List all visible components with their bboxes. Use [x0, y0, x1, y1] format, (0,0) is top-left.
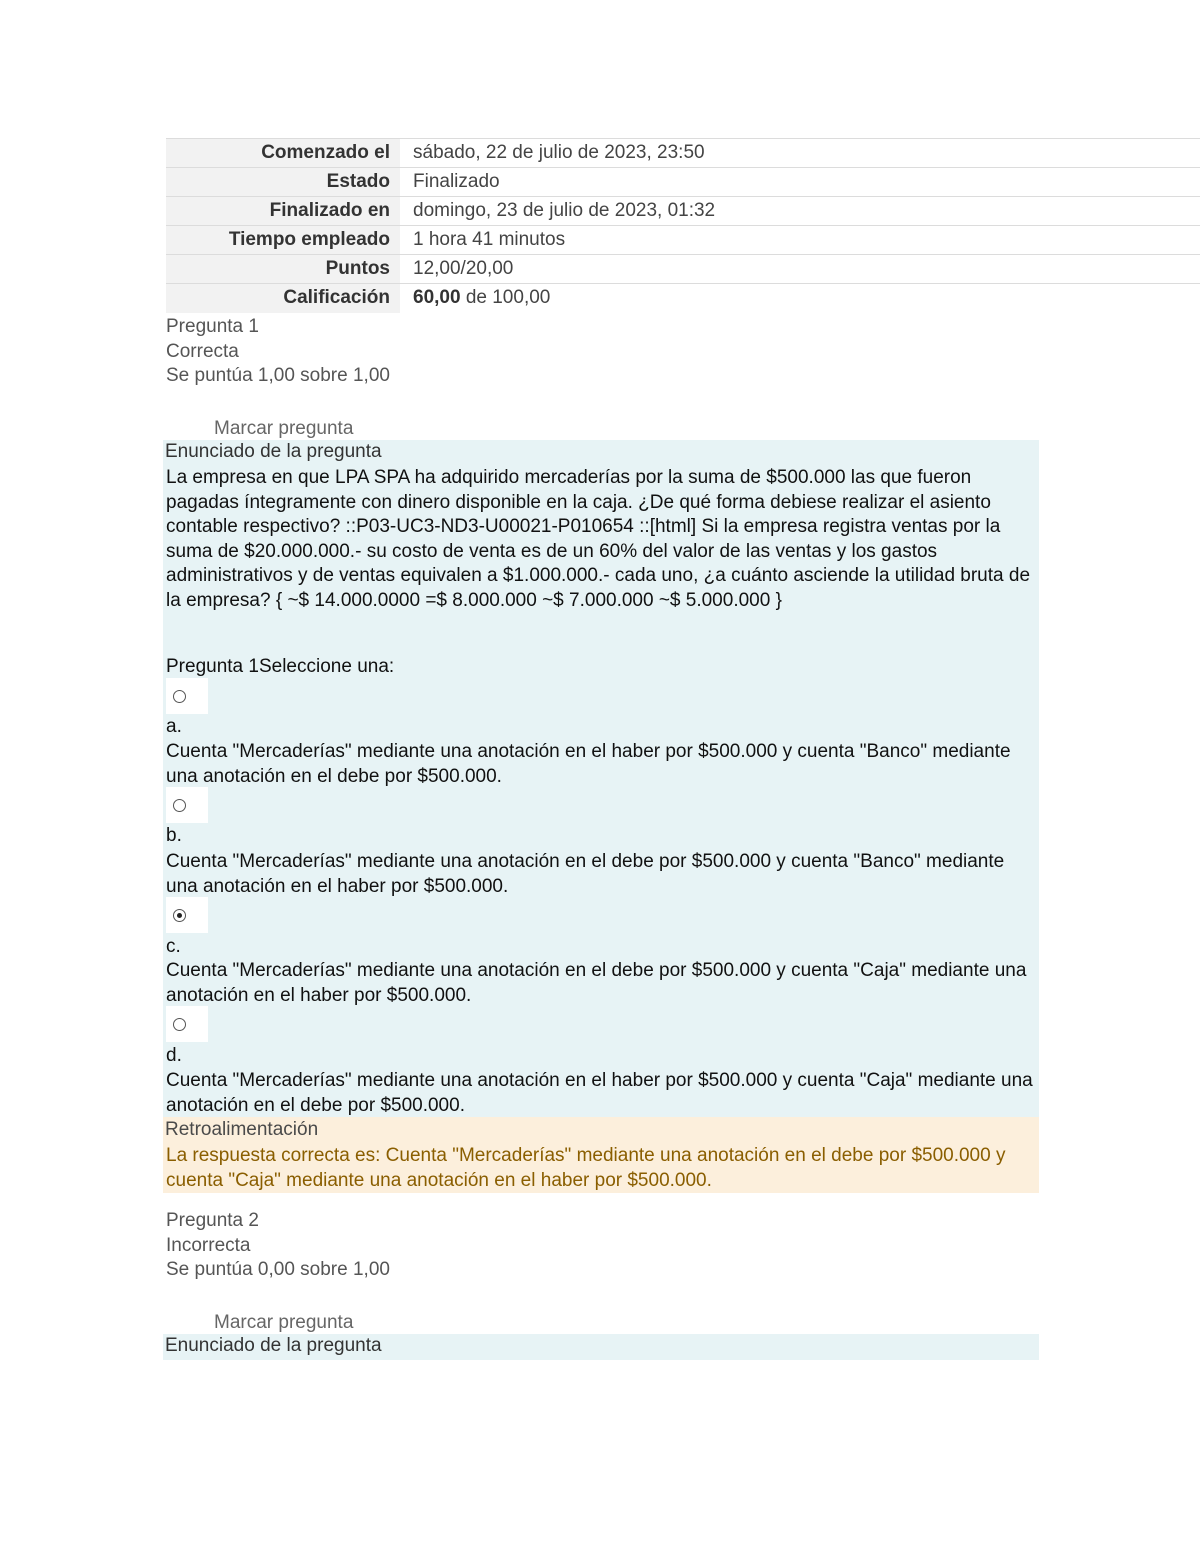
question-text: La empresa en que LPA SPA ha adquirido mercaderías por la suma de $500.000 las que fueron pagadas íntegramente con dinero disponible en la caja. ¿De qué forma debiese realizar el asiento contable respectivo? ::P03-UC3-ND3-U00021-P010654 ::[html] Si la empresa registra ventas por la suma de $20.000.000.- su costo de venta es de un 60% del valor de las ventas y los gastos administrativos y de ventas equivalen a $1.000.000.- cada uno, ¿a cuánto asciende la utilidad bruta de la empresa? { ~$ 14.000.0000 =$ 8.000.000 ~$ 7.000.000 ~$ 5.000.000 } [166, 467, 1031, 611]
answer-option-letter: a. [166, 716, 182, 737]
answer-option-b-radio[interactable] [173, 799, 186, 812]
answer-option-letter: b. [166, 825, 182, 846]
answer-option-d-radio-cell [166, 1006, 208, 1042]
feedback-box [163, 1117, 1039, 1193]
summary-label: Comenzado el [166, 139, 400, 168]
answer-option-c-radio[interactable] [173, 909, 186, 922]
answer-option-a-radio-cell [166, 678, 208, 714]
answer-option-a-radio[interactable] [173, 690, 186, 703]
summary-label: Finalizado en [166, 197, 400, 226]
summary-value: 1 hora 41 minutos [400, 226, 1200, 255]
summary-label: Calificación [166, 284, 400, 313]
answer-prompt: Pregunta 1Seleccione una: [166, 656, 395, 677]
summary-row [166, 197, 1200, 226]
summary-label: Puntos [166, 255, 400, 284]
answer-option-c-radio-cell [166, 897, 208, 933]
answer-option-d-radio[interactable] [173, 1018, 186, 1031]
question-info [166, 315, 390, 389]
flag-question-link[interactable]: Marcar pregunta [214, 1312, 354, 1333]
answer-option-letter: c. [166, 936, 181, 957]
question-number: Pregunta 1 [166, 316, 259, 337]
question-text-header: Enunciado de la pregunta [165, 1335, 382, 1356]
summary-value: 12,00/20,00 [400, 255, 1200, 284]
answer-option-text[interactable]: Cuenta "Mercaderías" mediante una anotación en el debe por $500.000 y cuenta "Banco" mediante una anotación en el haber por $500.000. [166, 851, 1005, 897]
question-grade: Se puntúa 0,00 sobre 1,00 [166, 1259, 390, 1280]
answer-option-letter: d. [166, 1045, 182, 1066]
question-text-header: Enunciado de la pregunta [165, 441, 382, 462]
attempt-summary-table [166, 138, 1200, 313]
summary-value: domingo, 23 de julio de 2023, 01:32 [400, 197, 1200, 226]
summary-row [166, 168, 1200, 197]
summary-label: Tiempo empleado [166, 226, 400, 255]
flag-question-link[interactable]: Marcar pregunta [214, 418, 354, 439]
grade-total: de 100,00 [460, 287, 551, 309]
answer-option-text[interactable]: Cuenta "Mercaderías" mediante una anotación en el haber por $500.000 y cuenta "Caja" mediante una anotación en el debe por $500.000. [166, 1070, 1033, 1116]
summary-row [166, 284, 1200, 313]
question-content [163, 440, 1039, 1117]
question-number: Pregunta 2 [166, 1210, 259, 1231]
question-content [163, 1334, 1039, 1360]
feedback-title: Retroalimentación [165, 1119, 319, 1140]
grade-score: 60,00 [413, 287, 461, 309]
answer-option-text[interactable]: Cuenta "Mercaderías" mediante una anotación en el haber por $500.000 y cuenta "Banco" mediante una anotación en el debe por $500.000. [166, 741, 1011, 787]
summary-row [166, 255, 1200, 284]
question-state: Correcta [166, 340, 239, 362]
feedback-text: La respuesta correcta es: Cuenta "Mercaderías" mediante una anotación en el debe por $500.000 y cuenta "Caja" mediante una anotación en el haber por $500.000. [166, 1145, 1006, 1191]
summary-value: Finalizado [400, 168, 1200, 197]
summary-label: Estado [166, 168, 400, 197]
summary-value [400, 284, 1200, 313]
summary-row [166, 139, 1200, 168]
question-grade: Se puntúa 1,00 sobre 1,00 [166, 365, 390, 386]
summary-value: sábado, 22 de julio de 2023, 23:50 [400, 139, 1200, 168]
question-state: Incorrecta [166, 1234, 251, 1256]
question-info [166, 1209, 390, 1283]
summary-row [166, 226, 1200, 255]
answer-option-b-radio-cell [166, 787, 208, 823]
answer-option-text[interactable]: Cuenta "Mercaderías" mediante una anotación en el debe por $500.000 y cuenta "Caja" mediante una anotación en el haber por $500.000. [166, 960, 1027, 1006]
